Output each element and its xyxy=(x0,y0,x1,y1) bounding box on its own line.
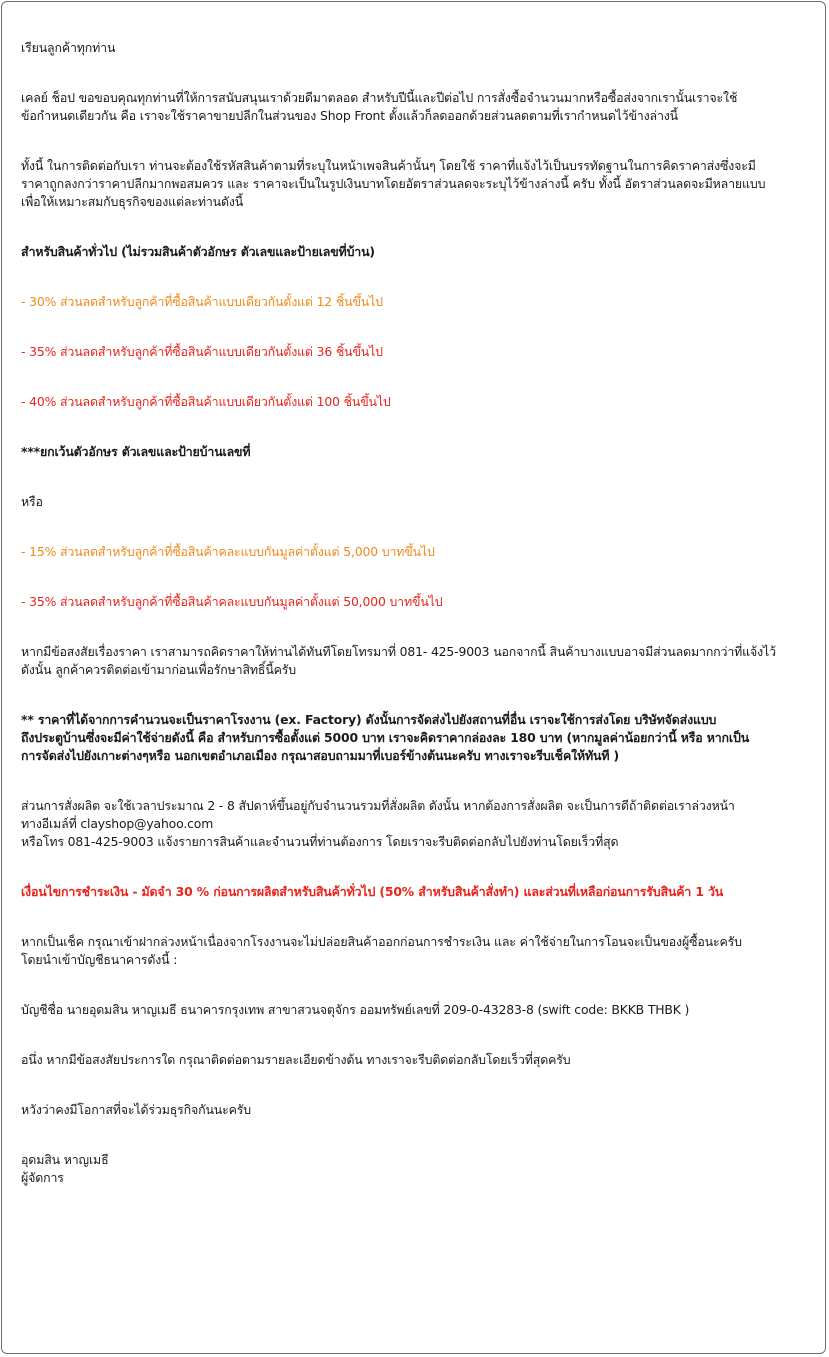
letter-body xyxy=(21,39,816,1187)
signature-title: ผู้จัดการ xyxy=(21,1170,64,1185)
general-products-heading: สำหรับสินค้าทั่วไป (ไม่รวมสินค้าตัวอักษร ตัวเลขและป้ายเลขที่บ้าน) xyxy=(21,244,375,259)
discount-line: - 40% ส่วนลดสำหรับลูกค้าที่ซื้อสินค้าแบบเดียวกันตั้งแต่ 100 ชิ้นขึ้นไป xyxy=(21,394,391,409)
contact-question-paragraph: หากมีข้อสงสัยเรื่องราคา เราสามารถคิดราคาให้ท่านได้ทันทีโดยโทรมาที่ 081- 425-9003 นอกจากนี้ สินค้าบางแบบอาจมีส่วนลดมากกว่าที่แจ้งไว้ ดังนั้น ลูกค้าควรติดต่อเข้ามาก่อนเพื่อรักษาสิทธิ์นี้ครับ xyxy=(21,644,776,677)
bank-account: บัญชีชื่อ นายอุดมสิน หาญเมธี ธนาคารกรุงเทพ สาขาสวนจตุจักร ออมทรัพย์เลขที่ 209-0-43283-8 (swift code: BKKB THBK ) xyxy=(21,1002,690,1017)
greeting: เรียนลูกค้าทุกท่าน xyxy=(21,40,116,55)
further-questions: อนึ่ง หากมีข้อสงสัยประการใด กรุณาติดต่อตามรายละเอียดข้างต้น ทางเราจะรีบติดต่อกลับโดยเร็วที่สุดครับ xyxy=(21,1052,571,1067)
letter-frame xyxy=(1,1,826,1354)
pricing-note-paragraph: ทั้งนี้ ในการติดต่อกับเรา ท่านจะต้องใช้รหัสสินค้าตามที่ระบุในหน้าเพจสินค้านั้นๆ โดยใช้ ราคาที่แจ้งไว้เป็นบรรทัดฐานในการคิดราคาส่งซึ่งจะมี ราคาถูกลงกว่าราคาปลีกมากพอสมควร และ ราคาจะเป็นในรูปเงินบาทโดยอัตราส่วนลดจะระบุไว้ข้างล่างนี้ ครับ ทั้งนี้ อัตราส่วนลดจะมีหลายแบบ เพื่อให้เหมาะสมกับธุรกิจของแต่ละท่านดังนี้ xyxy=(21,158,766,209)
closing: หวังว่าคงมีโอกาสที่จะได้ร่วมธุรกิจกันนะครับ xyxy=(21,1102,251,1117)
production-paragraph: ส่วนการสั่งผลิต จะใช้เวลาประมาณ 2 - 8 สัปดาห์ขึ้นอยู่กับจำนวนรวมที่สั่งผลิต ดังนั้น หากต้องการสั่งผลิต จะเป็นการดีถ้าติดต่อเราล่วงหน้า ทางอีเมล์ที่ clayshop@yahoo.com หรือโทร 081-425-9003 แจ้งรายการสินค้าและจำนวนที่ท่านต้องการ โดยเราจะรีบติดต่อกลับไปยังท่านโดยเร็วที่สุด xyxy=(21,798,735,849)
value-discount-line: - 35% ส่วนลดสำหรับลูกค้าที่ซื้อสินค้าคละแบบกันมูลค่าตั้งแต่ 50,000 บาทขึ้นไป xyxy=(21,594,443,609)
discount-line: - 30% ส่วนลดสำหรับลูกค้าที่ซื้อสินค้าแบบเดียวกันตั้งแต่ 12 ชิ้นขึ้นไป xyxy=(21,294,383,309)
signature xyxy=(21,1151,816,1187)
factory-price-note: ** ราคาที่ได้จากการคำนวนจะเป็นราคาโรงงาน (ex. Factory) ดังนั้นการจัดส่งไปยังสถานที่อื่น เราจะใช้การส่งโดย บริษัทจัดส่งแบบ ถึงประตูบ้านซึ่งจะมีค่าใช้จ่ายดังนี้ คือ สำหรับการซื้อตั้งแต่ 5000 บาท เราจะคิดราคากล่องละ 180 บาท (หากมูลค่าน้อยกว่านี้ หรือ หากเป็น การจัดส่งไปยังเกาะต่างๆหรือ นอกเขตอำเภอเมือง กรุณาสอบถามมาที่เบอร์ข้างต้นนะครับ ทางเราจะรีบเช็คให้ทันที ) xyxy=(21,712,750,763)
value-discount-line: - 15% ส่วนลดสำหรับลูกค้าที่ซื้อสินค้าคละแบบกันมูลค่าตั้งแต่ 5,000 บาทขึ้นไป xyxy=(21,544,435,559)
or-text: หรือ xyxy=(21,494,43,509)
intro-paragraph: เคลย์ ช็อป ขอขอบคุณทุกท่านที่ให้การสนับสนุนเราด้วยดีมาตลอด สำหรับปีนี้และปีต่อไป การสั่งซื้อจำนวนมากหรือซื้อส่งจากเรานั้นเราจะใช้ ข้อกำหนดเดียวกัน คือ เราจะใช้ราคาขายปลีกในส่วนของ Shop Front ตั้งแล้วก็ลดออกด้วยส่วนลดตามที่เรากำหนดไว้ข้างล่างนี้ xyxy=(21,90,738,123)
discount-line: - 35% ส่วนลดสำหรับลูกค้าที่ซื้อสินค้าแบบเดียวกันตั้งแต่ 36 ชิ้นขึ้นไป xyxy=(21,344,383,359)
exception-note: ***ยกเว้นตัวอักษร ตัวเลขและป้ายบ้านเลขที่ xyxy=(21,444,251,459)
signature-name: อุดมสิน หาญเมธี xyxy=(21,1152,109,1167)
transfer-note-paragraph: หากเป็นเช็ค กรุณาเข้าฝากล่วงหน้าเนื่องจากโรงงานจะไม่ปล่อยสินค้าออกก่อนการชำระเงิน และ ค่าใช้จ่ายในการโอนจะเป็นของผู้ซื้อนะครับ โดยนำเข้าบัญชีธนาคารดังนี้ : xyxy=(21,934,742,967)
payment-terms: เงื่อนไขการชำระเงิน - มัดจำ 30 % ก่อนการผลิตสำหรับสินค้าทั่วไป (50% สำหรับสินค้าสั่งทำ) และส่วนที่เหลือก่อนการรับสินค้า 1 วัน xyxy=(21,884,724,899)
